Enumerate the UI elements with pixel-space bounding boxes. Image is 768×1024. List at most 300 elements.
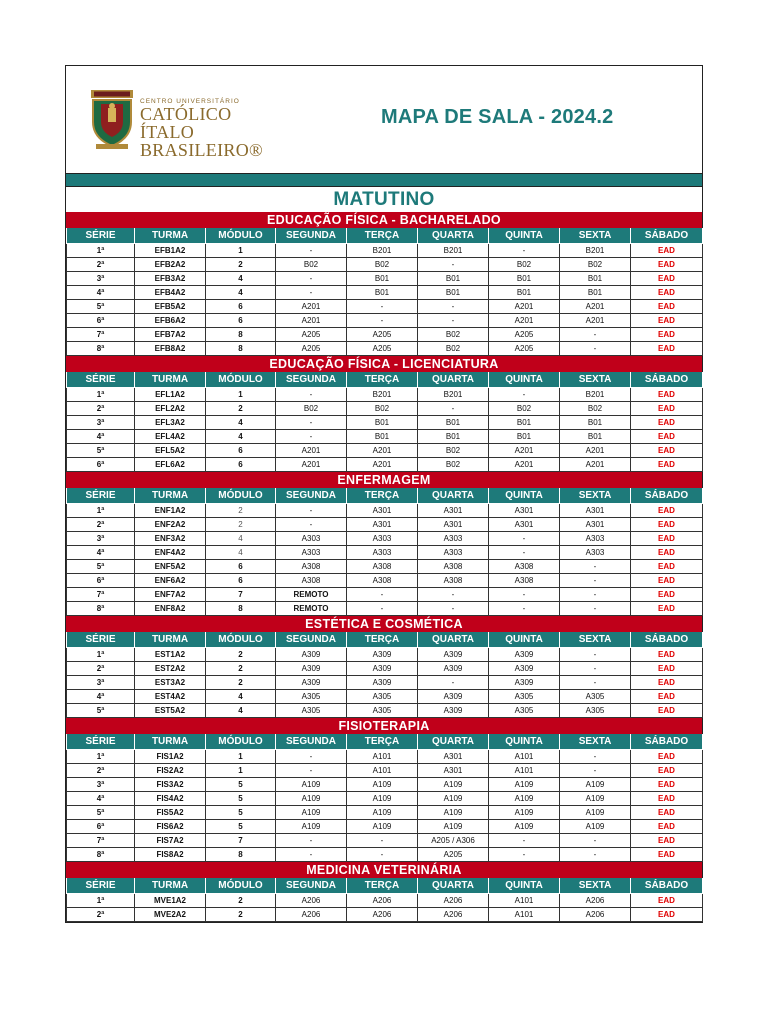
- table-cell: 5ª: [67, 444, 135, 458]
- table-cell: 7: [206, 834, 276, 848]
- table-cell: A308: [418, 574, 489, 588]
- schedule-table: [66, 488, 703, 616]
- table-cell: EAD: [631, 834, 703, 848]
- column-header: QUARTA: [418, 488, 489, 504]
- table-cell: A206: [276, 908, 347, 922]
- table-cell: 2: [206, 908, 276, 922]
- column-header: SÁBADO: [631, 878, 703, 894]
- column-header: TURMA: [135, 228, 206, 244]
- table-cell: B02: [489, 258, 560, 272]
- table-cell: EAD: [631, 792, 703, 806]
- table-cell: A109: [418, 820, 489, 834]
- column-header: QUINTA: [489, 228, 560, 244]
- table-cell: 6: [206, 560, 276, 574]
- table-cell: -: [560, 328, 631, 342]
- table-cell: -: [276, 416, 347, 430]
- column-header: SÉRIE: [67, 878, 135, 894]
- table-cell: A305: [560, 690, 631, 704]
- table-cell: 1ª: [67, 750, 135, 764]
- table-cell: 2: [206, 676, 276, 690]
- course-section: [66, 472, 702, 616]
- column-header: MÓDULO: [206, 632, 276, 648]
- table-cell: 6: [206, 458, 276, 472]
- course-section: [66, 356, 702, 472]
- table-cell: -: [560, 588, 631, 602]
- column-header: TERÇA: [347, 632, 418, 648]
- table-cell: A206: [560, 908, 631, 922]
- table-cell: A301: [418, 504, 489, 518]
- table-row: [67, 834, 703, 848]
- table-cell: B02: [489, 402, 560, 416]
- table-cell: B01: [489, 430, 560, 444]
- table-cell: 4ª: [67, 690, 135, 704]
- table-cell: EAD: [631, 820, 703, 834]
- table-cell: A309: [347, 648, 418, 662]
- table-cell: A303: [276, 546, 347, 560]
- column-header: SEGUNDA: [276, 878, 347, 894]
- table-cell: FIS6A2: [135, 820, 206, 834]
- schedule-table: [66, 878, 703, 922]
- table-cell: A301: [489, 504, 560, 518]
- table-cell: A201: [276, 314, 347, 328]
- column-header: TURMA: [135, 488, 206, 504]
- table-cell: A309: [347, 676, 418, 690]
- table-cell: -: [560, 848, 631, 862]
- column-header: SEXTA: [560, 734, 631, 750]
- table-cell: -: [489, 546, 560, 560]
- table-cell: EAD: [631, 532, 703, 546]
- table-cell: 8: [206, 602, 276, 616]
- table-cell: A201: [489, 300, 560, 314]
- table-row: [67, 676, 703, 690]
- table-cell: A303: [560, 546, 631, 560]
- table-cell: A309: [276, 662, 347, 676]
- table-cell: A109: [347, 806, 418, 820]
- table-cell: -: [276, 244, 347, 258]
- table-cell: REMOTO: [276, 588, 347, 602]
- table-cell: EAD: [631, 602, 703, 616]
- table-cell: -: [418, 300, 489, 314]
- table-cell: 5: [206, 806, 276, 820]
- course-title: EDUCAÇÃO FÍSICA - LICENCIATURA: [66, 356, 702, 372]
- table-cell: A109: [560, 820, 631, 834]
- table-cell: EFB5A2: [135, 300, 206, 314]
- table-row: [67, 908, 703, 922]
- table-cell: EAD: [631, 300, 703, 314]
- table-cell: B02: [347, 258, 418, 272]
- table-cell: A308: [347, 574, 418, 588]
- table-cell: EST1A2: [135, 648, 206, 662]
- table-cell: 8: [206, 848, 276, 862]
- table-cell: 6ª: [67, 458, 135, 472]
- table-cell: A305: [347, 704, 418, 718]
- table-cell: A109: [418, 792, 489, 806]
- table-cell: EFL1A2: [135, 388, 206, 402]
- table-cell: 1: [206, 750, 276, 764]
- table-cell: B01: [560, 430, 631, 444]
- table-cell: A303: [276, 532, 347, 546]
- table-cell: A205 / A306: [418, 834, 489, 848]
- table-cell: A109: [489, 806, 560, 820]
- table-cell: 8: [206, 342, 276, 356]
- course-title: EDUCAÇÃO FÍSICA - BACHARELADO: [66, 212, 702, 228]
- table-cell: 2ª: [67, 258, 135, 272]
- table-cell: A205: [489, 342, 560, 356]
- column-header: SÉRIE: [67, 488, 135, 504]
- table-cell: B01: [347, 286, 418, 300]
- column-header: SÉRIE: [67, 734, 135, 750]
- table-cell: 6: [206, 300, 276, 314]
- table-cell: -: [418, 602, 489, 616]
- table-cell: A109: [489, 792, 560, 806]
- table-cell: -: [347, 834, 418, 848]
- table-cell: B01: [560, 286, 631, 300]
- table-cell: ENF5A2: [135, 560, 206, 574]
- table-cell: 5ª: [67, 560, 135, 574]
- table-cell: A109: [276, 806, 347, 820]
- table-cell: B201: [560, 244, 631, 258]
- table-cell: 6: [206, 444, 276, 458]
- table-cell: 3ª: [67, 532, 135, 546]
- column-header: SÉRIE: [67, 632, 135, 648]
- column-header: SEGUNDA: [276, 632, 347, 648]
- table-cell: A301: [560, 518, 631, 532]
- table-cell: 6: [206, 314, 276, 328]
- document-header: [66, 66, 702, 174]
- table-cell: EAD: [631, 588, 703, 602]
- table-cell: REMOTO: [276, 602, 347, 616]
- table-cell: A205: [276, 328, 347, 342]
- table-cell: A303: [560, 532, 631, 546]
- table-cell: B02: [418, 328, 489, 342]
- table-cell: A101: [489, 750, 560, 764]
- table-row: [67, 820, 703, 834]
- table-cell: A109: [276, 792, 347, 806]
- table-cell: A301: [560, 504, 631, 518]
- institution-logo: [88, 86, 308, 160]
- table-cell: EAD: [631, 778, 703, 792]
- table-cell: B01: [418, 272, 489, 286]
- table-cell: 4ª: [67, 286, 135, 300]
- table-row: [67, 894, 703, 908]
- table-row: [67, 286, 703, 300]
- table-cell: 5: [206, 792, 276, 806]
- table-cell: -: [347, 848, 418, 862]
- table-cell: EAD: [631, 690, 703, 704]
- table-cell: 4: [206, 430, 276, 444]
- column-header: SEGUNDA: [276, 228, 347, 244]
- table-row: [67, 388, 703, 402]
- column-header: QUARTA: [418, 632, 489, 648]
- table-cell: A201: [276, 300, 347, 314]
- table-cell: A308: [347, 560, 418, 574]
- column-header: QUINTA: [489, 488, 560, 504]
- table-cell: MVE1A2: [135, 894, 206, 908]
- column-header: QUARTA: [418, 372, 489, 388]
- table-cell: A305: [489, 704, 560, 718]
- table-cell: B02: [418, 458, 489, 472]
- table-cell: 4ª: [67, 430, 135, 444]
- table-cell: -: [489, 848, 560, 862]
- table-cell: A309: [347, 662, 418, 676]
- table-row: [67, 342, 703, 356]
- table-cell: A206: [276, 894, 347, 908]
- table-cell: A309: [418, 690, 489, 704]
- table-cell: -: [560, 648, 631, 662]
- table-cell: -: [276, 430, 347, 444]
- table-cell: A308: [489, 574, 560, 588]
- column-header: TERÇA: [347, 734, 418, 750]
- table-cell: EST2A2: [135, 662, 206, 676]
- table-header-row: [67, 372, 703, 388]
- logo-line-2: ÍTALO BRASILEIRO®: [140, 122, 263, 160]
- table-cell: A101: [489, 908, 560, 922]
- table-row: [67, 244, 703, 258]
- table-cell: ENF2A2: [135, 518, 206, 532]
- table-cell: B02: [347, 402, 418, 416]
- table-row: [67, 662, 703, 676]
- table-cell: A109: [560, 806, 631, 820]
- table-cell: A109: [347, 778, 418, 792]
- table-cell: -: [560, 342, 631, 356]
- table-cell: -: [560, 662, 631, 676]
- table-cell: EAD: [631, 416, 703, 430]
- table-cell: -: [489, 532, 560, 546]
- column-header: SÁBADO: [631, 734, 703, 750]
- table-cell: B01: [347, 430, 418, 444]
- column-header: MÓDULO: [206, 734, 276, 750]
- table-cell: A309: [418, 648, 489, 662]
- table-cell: EAD: [631, 518, 703, 532]
- table-header-row: [67, 228, 703, 244]
- table-cell: 1ª: [67, 504, 135, 518]
- table-cell: -: [347, 300, 418, 314]
- table-cell: -: [276, 848, 347, 862]
- table-cell: A206: [347, 894, 418, 908]
- column-header: SEGUNDA: [276, 488, 347, 504]
- table-cell: A301: [347, 518, 418, 532]
- table-cell: 5ª: [67, 806, 135, 820]
- table-cell: 2: [206, 504, 276, 518]
- table-cell: B01: [418, 286, 489, 300]
- column-header: TERÇA: [347, 488, 418, 504]
- table-cell: A109: [418, 806, 489, 820]
- table-cell: EAD: [631, 458, 703, 472]
- table-cell: 2: [206, 402, 276, 416]
- table-cell: EAD: [631, 676, 703, 690]
- column-header: MÓDULO: [206, 488, 276, 504]
- table-cell: B01: [560, 416, 631, 430]
- column-header: QUINTA: [489, 734, 560, 750]
- table-cell: MVE2A2: [135, 908, 206, 922]
- table-cell: A309: [418, 704, 489, 718]
- table-cell: 2ª: [67, 402, 135, 416]
- table-cell: -: [418, 314, 489, 328]
- table-cell: EAD: [631, 314, 703, 328]
- column-header: SEXTA: [560, 228, 631, 244]
- table-cell: EAD: [631, 272, 703, 286]
- table-header-row: [67, 632, 703, 648]
- course-title: MEDICINA VETERINÁRIA: [66, 862, 702, 878]
- column-header: MÓDULO: [206, 228, 276, 244]
- table-cell: 2: [206, 662, 276, 676]
- table-row: [67, 792, 703, 806]
- table-cell: B02: [560, 402, 631, 416]
- table-cell: A201: [347, 444, 418, 458]
- table-row: [67, 574, 703, 588]
- table-cell: 6ª: [67, 820, 135, 834]
- table-cell: A303: [347, 532, 418, 546]
- table-cell: FIS7A2: [135, 834, 206, 848]
- table-cell: FIS2A2: [135, 764, 206, 778]
- column-header: TERÇA: [347, 878, 418, 894]
- table-cell: EAD: [631, 806, 703, 820]
- table-cell: EAD: [631, 574, 703, 588]
- table-row: [67, 560, 703, 574]
- column-header: TURMA: [135, 372, 206, 388]
- table-cell: A301: [347, 504, 418, 518]
- table-cell: EFL5A2: [135, 444, 206, 458]
- table-row: [67, 602, 703, 616]
- table-cell: A205: [418, 848, 489, 862]
- table-cell: B02: [418, 342, 489, 356]
- table-cell: 8: [206, 328, 276, 342]
- table-cell: -: [347, 588, 418, 602]
- table-cell: 8ª: [67, 602, 135, 616]
- course-section: [66, 616, 702, 718]
- table-cell: 3ª: [67, 416, 135, 430]
- table-row: [67, 750, 703, 764]
- table-cell: A109: [560, 778, 631, 792]
- table-cell: A303: [418, 532, 489, 546]
- table-cell: EAD: [631, 504, 703, 518]
- table-cell: -: [418, 402, 489, 416]
- table-cell: -: [489, 834, 560, 848]
- table-cell: A305: [276, 704, 347, 718]
- table-cell: -: [276, 388, 347, 402]
- table-row: [67, 778, 703, 792]
- table-cell: 3ª: [67, 676, 135, 690]
- table-cell: EAD: [631, 546, 703, 560]
- table-cell: B01: [418, 430, 489, 444]
- table-cell: EAD: [631, 908, 703, 922]
- table-cell: A101: [489, 894, 560, 908]
- table-cell: -: [560, 834, 631, 848]
- column-header: TURMA: [135, 878, 206, 894]
- table-cell: -: [489, 388, 560, 402]
- table-cell: B01: [347, 416, 418, 430]
- table-row: [67, 518, 703, 532]
- table-cell: A201: [560, 444, 631, 458]
- logo-caption: CENTRO UNIVERSITÁRIO: [140, 98, 240, 105]
- table-cell: 5: [206, 820, 276, 834]
- table-cell: A308: [418, 560, 489, 574]
- table-cell: A201: [560, 300, 631, 314]
- table-cell: -: [560, 574, 631, 588]
- crest-icon: [88, 86, 136, 152]
- table-cell: -: [489, 602, 560, 616]
- document-title: MAPA DE SALA - 2024.2: [381, 106, 614, 128]
- table-cell: A206: [560, 894, 631, 908]
- table-cell: A101: [347, 750, 418, 764]
- table-cell: A308: [489, 560, 560, 574]
- table-cell: A309: [489, 676, 560, 690]
- table-cell: A109: [347, 820, 418, 834]
- table-row: [67, 444, 703, 458]
- table-cell: EAD: [631, 648, 703, 662]
- table-cell: 4ª: [67, 792, 135, 806]
- table-cell: B02: [418, 444, 489, 458]
- table-cell: 1ª: [67, 388, 135, 402]
- table-cell: B01: [489, 286, 560, 300]
- table-cell: B02: [276, 258, 347, 272]
- table-cell: FIS4A2: [135, 792, 206, 806]
- table-cell: -: [276, 750, 347, 764]
- table-cell: -: [276, 504, 347, 518]
- table-cell: A101: [347, 764, 418, 778]
- table-row: [67, 690, 703, 704]
- table-cell: ENF6A2: [135, 574, 206, 588]
- table-cell: EAD: [631, 430, 703, 444]
- table-cell: EAD: [631, 750, 703, 764]
- table-row: [67, 704, 703, 718]
- table-cell: EAD: [631, 894, 703, 908]
- table-cell: -: [560, 602, 631, 616]
- column-header: SEXTA: [560, 632, 631, 648]
- table-cell: 7: [206, 588, 276, 602]
- table-cell: A109: [489, 820, 560, 834]
- table-cell: FIS3A2: [135, 778, 206, 792]
- table-cell: EAD: [631, 662, 703, 676]
- table-cell: -: [276, 764, 347, 778]
- table-cell: EAD: [631, 704, 703, 718]
- table-cell: A109: [276, 778, 347, 792]
- table-cell: 2ª: [67, 908, 135, 922]
- table-cell: 7ª: [67, 328, 135, 342]
- table-row: [67, 430, 703, 444]
- table-cell: A109: [347, 792, 418, 806]
- table-cell: A308: [276, 574, 347, 588]
- table-row: [67, 458, 703, 472]
- table-cell: 5: [206, 778, 276, 792]
- table-cell: 6ª: [67, 314, 135, 328]
- table-cell: 1ª: [67, 894, 135, 908]
- table-cell: EFL2A2: [135, 402, 206, 416]
- table-cell: B01: [489, 416, 560, 430]
- course-sections: [66, 212, 702, 922]
- table-cell: A201: [276, 444, 347, 458]
- table-cell: A109: [560, 792, 631, 806]
- table-cell: EAD: [631, 764, 703, 778]
- column-header: SÁBADO: [631, 228, 703, 244]
- table-cell: B201: [347, 244, 418, 258]
- table-cell: FIS8A2: [135, 848, 206, 862]
- header-divider-bar: [66, 174, 702, 187]
- table-cell: B01: [489, 272, 560, 286]
- table-cell: 6: [206, 574, 276, 588]
- table-cell: -: [347, 602, 418, 616]
- table-cell: A305: [489, 690, 560, 704]
- table-cell: 4: [206, 272, 276, 286]
- table-cell: 3ª: [67, 778, 135, 792]
- table-cell: 2: [206, 518, 276, 532]
- logo-line-1: CATÓLICO: [140, 104, 232, 124]
- column-header: SEXTA: [560, 878, 631, 894]
- table-row: [67, 848, 703, 862]
- column-header: TERÇA: [347, 228, 418, 244]
- table-cell: 2ª: [67, 518, 135, 532]
- column-header: SEXTA: [560, 488, 631, 504]
